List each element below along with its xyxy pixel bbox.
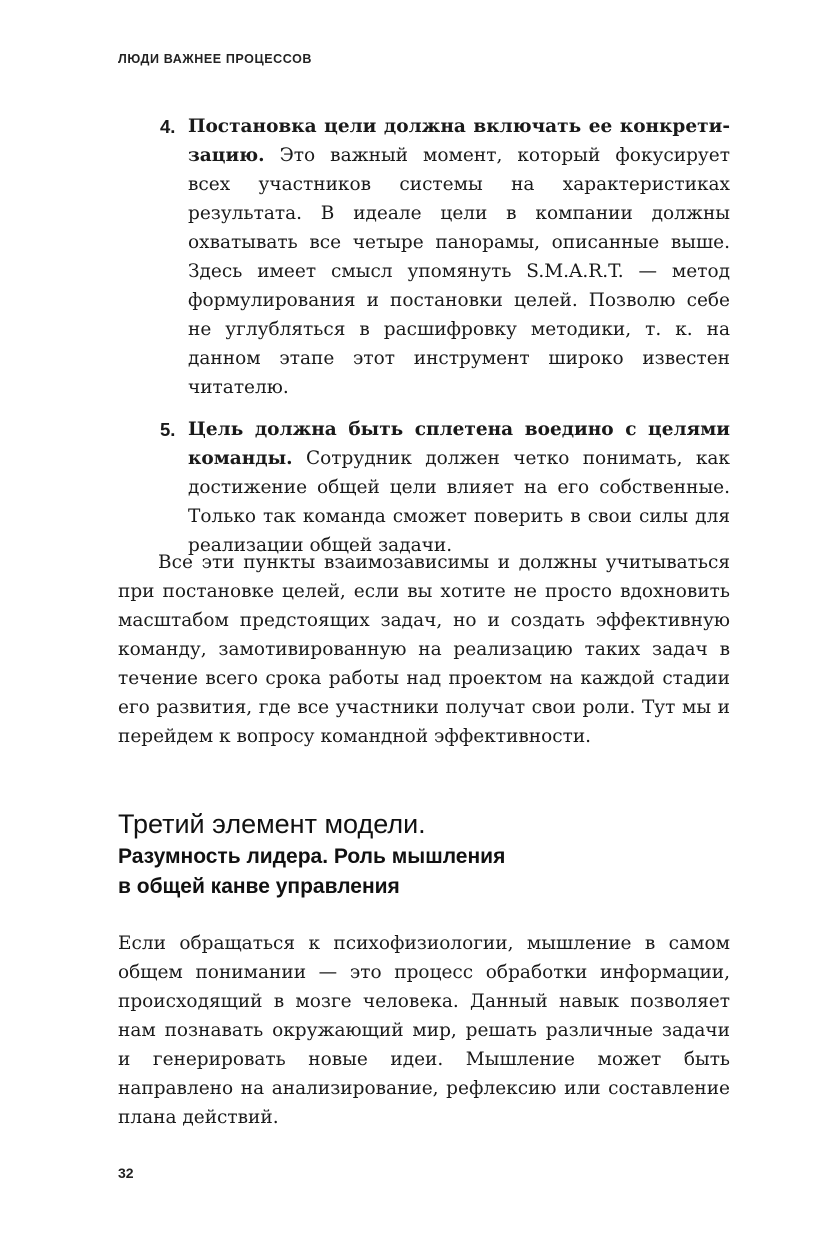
section-heading-title: Третий элемент модели. bbox=[118, 809, 426, 839]
list-item-number: 4. bbox=[160, 116, 176, 137]
list-item-text: Это важный момент, который фокусирует всех участников системы на характеристиках результата. В идеале цели в компании должны охватывать все четыре панорамы, описанные выше. Здесь имеет смысл упомянуть S.M.A.R.T. — метод формулирования и постановки целей. Позволю себе не углубляться в расшифровку методики, т. к. на данном этапе этот инструмент широко известен читателю. bbox=[188, 145, 730, 398]
body-paragraph: Все эти пункты взаимозависимы и должны учитываться при постановке целей, если вы хотите не просто вдохновить масштабом предстоящих задач, но и создать эффективную команду, замотивированную на реализацию таких задач в течение всего срока работы над проектом на каждой стадии его развития, где все участники получат свои роли. Тут мы и перейдем к вопросу командной эффективности. bbox=[118, 552, 730, 747]
page-number: 32 bbox=[118, 1165, 134, 1181]
numbered-list bbox=[160, 112, 730, 573]
list-item-body bbox=[188, 112, 730, 402]
list-item-body bbox=[188, 415, 730, 560]
running-head: ЛЮДИ ВАЖНЕЕ ПРОЦЕССОВ bbox=[118, 52, 313, 66]
list-item-bold-lead: Цель должна быть сплетена воедино с целями команды. bbox=[188, 419, 730, 469]
section-heading-subtitle-line-1: Разумность лидера. Роль мышления bbox=[118, 845, 506, 868]
list-item bbox=[160, 112, 730, 402]
list-item-number: 5. bbox=[160, 419, 176, 440]
list-item-text: Сотрудник должен четко понимать, как достижение общей цели влияет на его собственные. Только так команда сможет поверить в свои силы для реализации общей задачи. bbox=[188, 448, 730, 556]
section-heading-subtitle-line-2: в общей канве управления bbox=[118, 875, 400, 898]
body-paragraph: Если обращаться к психофизиологии, мышление в самом общем понимании — это процесс обработки информации, происходящий в мозге человека. Данный навык позволяет нам познавать окружающий мир, решать различные задачи и генерировать новые идеи. Мышление может быть направлено на анализирование, рефлексию или составление плана действий. bbox=[118, 933, 730, 1128]
list-item bbox=[160, 415, 730, 560]
section-heading bbox=[118, 806, 738, 902]
list-item-bold-lead: Постановка цели должна включать ее конкрети-зацию. bbox=[188, 116, 730, 166]
